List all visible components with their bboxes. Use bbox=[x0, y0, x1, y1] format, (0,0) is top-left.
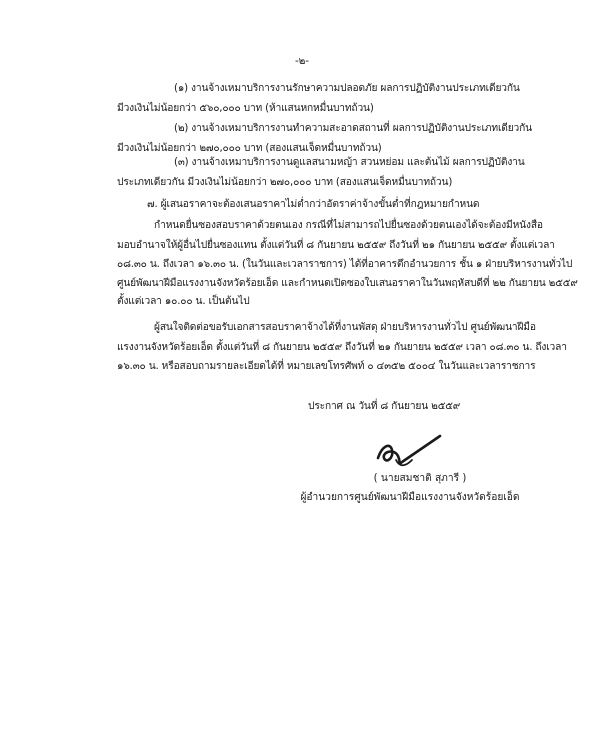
item-2-line-2: มีวงเงินไม่น้อยกว่า ๒๗๐,๐๐๐ บาท (สองแสนเจ็ดหมื่นบาทถ้วน) bbox=[117, 143, 382, 154]
para-1-line-2: มอบอำนาจให้ผู้อื่นไปยื่นซองแทน ตั้งแต่วันที่ ๘ กันยายน ๒๕๕๙ ถึงวันที่ ๒๑ กันยายน ๒๕๕๙ ตั้งแต่เวลา bbox=[117, 240, 555, 251]
item-2-line-1: (๒) งานจ้างเหมาบริการงานทำความสะอาดสถานที่ ผลการปฏิบัติงานประเภทเดียวกัน bbox=[174, 123, 532, 134]
para-2-line-3: ๑๖.๓๐ น. หรือสอบถามรายละเอียดได้ที่ หมายเลขโทรศัพท์ ๐ ๔๓๕๒ ๕๐๐๔ ในวันและเวลาราชการ bbox=[117, 361, 536, 372]
announce-date: ประกาศ ณ วันที่ ๘ กันยายน ๒๕๕๙ bbox=[308, 401, 461, 412]
page-number: -๒- bbox=[294, 56, 310, 67]
item-1-line-2: มีวงเงินไม่น้อยกว่า ๕๖๐,๐๐๐ บาท (ห้าแสนหกหมื่นบาทถ้วน) bbox=[117, 103, 374, 114]
signer-position: ผู้อำนวยการศูนย์พัฒนาฝีมือแรงงานจังหวัดร้อยเอ็ด bbox=[300, 492, 520, 503]
item-3-line-1: (๓) งานจ้างเหมาบริการงานดูแลสนามหญ้า สวนหย่อม และต้นไม้ ผลการปฏิบัติงาน bbox=[174, 157, 525, 168]
signer-name: ( นายสมชาติ สุภารี ) bbox=[373, 473, 467, 484]
para-1-line-1: กำหนดยื่นซองสอบราคาด้วยตนเอง กรณีที่ไม่สามารถไปยื่นซองด้วยตนเองได้จะต้องมีหนังสือ bbox=[154, 220, 543, 231]
para-2-line-2: แรงงานจังหวัดร้อยเอ็ด ตั้งแต่วันที่ ๘ กันยายน ๒๕๕๙ ถึงวันที่ ๒๑ กันยายน ๒๕๕๙ เวลา ๐๘.๓๐ น. ถึงเวลา bbox=[117, 342, 567, 353]
para-1-line-5: ตั้งแต่เวลา ๑๐.๐๐ น. เป็นต้นไป bbox=[117, 296, 250, 307]
para-1-line-3: ๐๘.๓๐ น. ถึงเวลา ๑๖.๓๐ น. (ในวันและเวลาราชการ) ได้ที่อาคารตึกอำนวยการ ชั้น ๑ ฝ่ายบริหารงานทั่วไป bbox=[117, 259, 573, 270]
clause-7: ๗. ผู้เสนอราคาจะต้องเสนอราคาไม่ต่ำกว่าอัตราค่าจ้างขั้นต่ำที่กฎหมายกำหนด bbox=[147, 199, 480, 210]
item-3-line-2: ประเภทเดียวกัน มีวงเงินไม่น้อยกว่า ๒๗๐,๐๐๐ บาท (สองแสนเจ็ดหมื่นบาทถ้วน) bbox=[117, 177, 453, 188]
para-1-line-4: ศูนย์พัฒนาฝีมือแรงงานจังหวัดร้อยเอ็ด และกำหนดเปิดซองใบเสนอราคาในวันพฤหัสบดีที่ ๒๒ กันยายน ๒๕๕๙ bbox=[117, 278, 578, 289]
para-2-line-1: ผู้สนใจติดต่อขอรับเอกสารสอบราคาจ้างได้ที่งานพัสดุ ฝ่ายบริหารงานทั่วไป ศูนย์พัฒนาฝีมือ bbox=[154, 322, 536, 333]
item-1-line-1: (๑) งานจ้างเหมาบริการงานรักษาความปลอดภัย ผลการปฏิบัติงานประเภทเดียวกัน bbox=[174, 83, 520, 94]
